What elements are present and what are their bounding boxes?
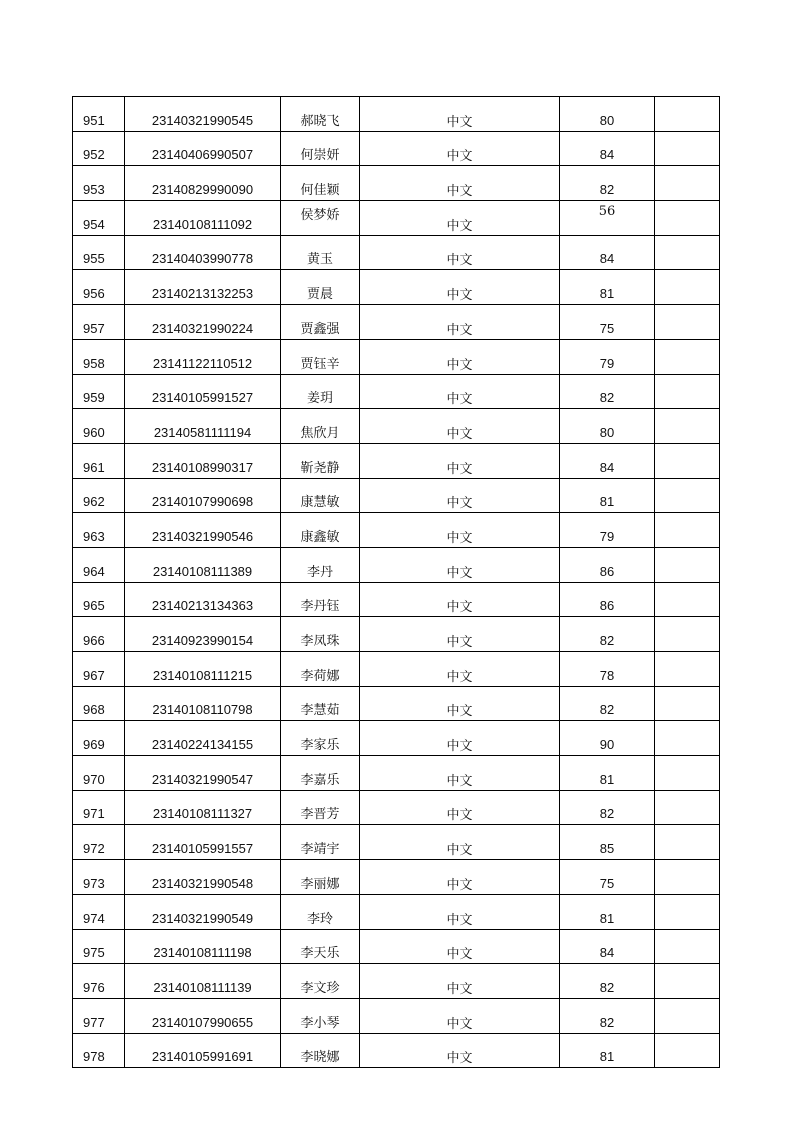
exam-id-cell: 23140107990655 [125, 998, 281, 1033]
language-cell: 中文 [360, 894, 560, 929]
exam-id-cell: 23140321990545 [125, 97, 281, 132]
table-row [73, 478, 720, 513]
student-name-cell: 李家乐 [281, 721, 360, 756]
remark-cell [655, 790, 720, 825]
language-cell: 中文 [360, 929, 560, 964]
language-cell: 中文 [360, 790, 560, 825]
student-name-cell: 李文珍 [281, 964, 360, 999]
exam-id-cell: 23140108111092 [125, 201, 281, 236]
language-cell: 中文 [360, 409, 560, 444]
score-cell: 81 [560, 894, 655, 929]
table-row [73, 964, 720, 999]
row-number-cell: 952 [73, 131, 125, 166]
score-cell: 78 [560, 652, 655, 687]
language-cell: 中文 [360, 860, 560, 895]
remark-cell [655, 582, 720, 617]
exam-id-cell: 23140321990546 [125, 513, 281, 548]
exam-id-cell: 23140213134363 [125, 582, 281, 617]
score-cell: 79 [560, 513, 655, 548]
remark-cell [655, 756, 720, 791]
row-number-cell: 965 [73, 582, 125, 617]
row-number-cell: 958 [73, 339, 125, 374]
score-cell: 82 [560, 374, 655, 409]
score-cell: 85 [560, 825, 655, 860]
exam-id-cell: 23141122110512 [125, 339, 281, 374]
score-cell: 82 [560, 790, 655, 825]
exam-id-cell: 23140108110798 [125, 686, 281, 721]
student-name-cell: 靳尧静 [281, 443, 360, 478]
exam-id-cell: 23140108111139 [125, 964, 281, 999]
student-name-cell: 李丹 [281, 547, 360, 582]
language-cell: 中文 [360, 756, 560, 791]
table-row [73, 825, 720, 860]
remark-cell [655, 270, 720, 305]
table-row [73, 756, 720, 791]
student-name-cell: 焦欣月 [281, 409, 360, 444]
exam-id-cell: 23140321990224 [125, 305, 281, 340]
score-cell: 81 [560, 270, 655, 305]
row-number-cell: 974 [73, 894, 125, 929]
exam-id-cell: 23140406990507 [125, 131, 281, 166]
remark-cell [655, 131, 720, 166]
table-body [73, 97, 720, 1068]
student-name-cell: 姜玥 [281, 374, 360, 409]
remark-cell [655, 513, 720, 548]
student-name-cell: 李荷娜 [281, 652, 360, 687]
row-number-cell: 972 [73, 825, 125, 860]
language-cell: 中文 [360, 652, 560, 687]
language-cell: 中文 [360, 582, 560, 617]
remark-cell [655, 443, 720, 478]
row-number-cell: 951 [73, 97, 125, 132]
score-cell: 80 [560, 409, 655, 444]
exam-id-cell: 23140108990317 [125, 443, 281, 478]
row-number-cell: 964 [73, 547, 125, 582]
score-cell: 79 [560, 339, 655, 374]
student-name-cell: 贾晨 [281, 270, 360, 305]
student-name-cell: 李丽娜 [281, 860, 360, 895]
table-row [73, 131, 720, 166]
table-row [73, 998, 720, 1033]
table-row [73, 617, 720, 652]
row-number-cell: 957 [73, 305, 125, 340]
row-number-cell: 959 [73, 374, 125, 409]
remark-cell [655, 860, 720, 895]
language-cell: 中文 [360, 513, 560, 548]
exam-id-cell: 23140108111389 [125, 547, 281, 582]
exam-id-cell: 23140829990090 [125, 166, 281, 201]
language-cell: 中文 [360, 825, 560, 860]
student-name-cell: 贾鑫强 [281, 305, 360, 340]
table-row [73, 513, 720, 548]
row-number-cell: 969 [73, 721, 125, 756]
table-row [73, 1033, 720, 1068]
score-cell: 84 [560, 929, 655, 964]
row-number-cell: 976 [73, 964, 125, 999]
remark-cell [655, 166, 720, 201]
language-cell: 中文 [360, 270, 560, 305]
table-row [73, 270, 720, 305]
score-cell: 81 [560, 756, 655, 791]
student-name-cell: 侯梦娇 [281, 201, 360, 236]
student-name-cell: 李凤珠 [281, 617, 360, 652]
row-number-cell: 960 [73, 409, 125, 444]
language-cell: 中文 [360, 201, 560, 236]
row-number-cell: 956 [73, 270, 125, 305]
student-name-cell: 何崇妍 [281, 131, 360, 166]
table-row [73, 235, 720, 270]
exam-id-cell: 23140224134155 [125, 721, 281, 756]
language-cell: 中文 [360, 305, 560, 340]
remark-cell [655, 964, 720, 999]
remark-cell [655, 1033, 720, 1068]
table-row [73, 374, 720, 409]
remark-cell [655, 201, 720, 236]
row-number-cell: 954 [73, 201, 125, 236]
score-cell: 82 [560, 166, 655, 201]
remark-cell [655, 825, 720, 860]
score-cell: 75 [560, 305, 655, 340]
student-name-cell: 李晋芳 [281, 790, 360, 825]
score-sheet [72, 96, 720, 1068]
row-number-cell: 978 [73, 1033, 125, 1068]
score-cell: 84 [560, 235, 655, 270]
language-cell: 中文 [360, 374, 560, 409]
language-cell: 中文 [360, 339, 560, 374]
student-name-cell: 李嘉乐 [281, 756, 360, 791]
student-name-cell: 康鑫敏 [281, 513, 360, 548]
table-row [73, 443, 720, 478]
language-cell: 中文 [360, 131, 560, 166]
score-table [72, 96, 720, 1068]
table-row [73, 339, 720, 374]
score-cell: 82 [560, 998, 655, 1033]
remark-cell [655, 998, 720, 1033]
language-cell: 中文 [360, 721, 560, 756]
exam-id-cell: 23140108111198 [125, 929, 281, 964]
exam-id-cell: 23140213132253 [125, 270, 281, 305]
student-name-cell: 李慧茹 [281, 686, 360, 721]
table-row [73, 929, 720, 964]
exam-id-cell: 23140923990154 [125, 617, 281, 652]
language-cell: 中文 [360, 1033, 560, 1068]
remark-cell [655, 339, 720, 374]
language-cell: 中文 [360, 478, 560, 513]
language-cell: 中文 [360, 617, 560, 652]
table-row [73, 97, 720, 132]
remark-cell [655, 305, 720, 340]
remark-cell [655, 547, 720, 582]
remark-cell [655, 721, 720, 756]
table-row [73, 894, 720, 929]
language-cell: 中文 [360, 443, 560, 478]
table-row [73, 790, 720, 825]
score-cell: 80 [560, 97, 655, 132]
table-row [73, 582, 720, 617]
language-cell: 中文 [360, 97, 560, 132]
row-number-cell: 977 [73, 998, 125, 1033]
exam-id-cell: 23140581111194 [125, 409, 281, 444]
score-cell: 84 [560, 443, 655, 478]
language-cell: 中文 [360, 166, 560, 201]
remark-cell [655, 409, 720, 444]
row-number-cell: 963 [73, 513, 125, 548]
exam-id-cell: 23140321990548 [125, 860, 281, 895]
exam-id-cell: 23140107990698 [125, 478, 281, 513]
language-cell: 中文 [360, 235, 560, 270]
language-cell: 中文 [360, 686, 560, 721]
score-cell: 86 [560, 582, 655, 617]
student-name-cell: 李丹钰 [281, 582, 360, 617]
student-name-cell: 李玲 [281, 894, 360, 929]
row-number-cell: 971 [73, 790, 125, 825]
remark-cell [655, 374, 720, 409]
table-row [73, 652, 720, 687]
score-cell: 84 [560, 131, 655, 166]
student-name-cell: 康慧敏 [281, 478, 360, 513]
score-cell: 82 [560, 617, 655, 652]
language-cell: 中文 [360, 998, 560, 1033]
language-cell: 中文 [360, 964, 560, 999]
exam-id-cell: 23140108111215 [125, 652, 281, 687]
student-name-cell: 李晓娜 [281, 1033, 360, 1068]
row-number-cell: 970 [73, 756, 125, 791]
remark-cell [655, 652, 720, 687]
student-name-cell: 黄玉 [281, 235, 360, 270]
score-cell: 86 [560, 547, 655, 582]
remark-cell [655, 686, 720, 721]
student-name-cell: 李靖宇 [281, 825, 360, 860]
table-row [73, 547, 720, 582]
score-cell: 81 [560, 478, 655, 513]
student-name-cell: 李小琴 [281, 998, 360, 1033]
score-cell: 75 [560, 860, 655, 895]
student-name-cell: 郝晓飞 [281, 97, 360, 132]
table-row [73, 201, 720, 236]
exam-id-cell: 23140105991557 [125, 825, 281, 860]
table-row [73, 409, 720, 444]
score-cell: 90 [560, 721, 655, 756]
exam-id-cell: 23140403990778 [125, 235, 281, 270]
exam-id-cell: 23140105991691 [125, 1033, 281, 1068]
row-number-cell: 968 [73, 686, 125, 721]
remark-cell [655, 617, 720, 652]
score-cell: 81 [560, 1033, 655, 1068]
score-cell: 82 [560, 686, 655, 721]
row-number-cell: 961 [73, 443, 125, 478]
remark-cell [655, 894, 720, 929]
row-number-cell: 967 [73, 652, 125, 687]
table-row [73, 166, 720, 201]
exam-id-cell: 23140105991527 [125, 374, 281, 409]
row-number-cell: 966 [73, 617, 125, 652]
student-name-cell: 何佳颖 [281, 166, 360, 201]
remark-cell [655, 929, 720, 964]
exam-id-cell: 23140321990547 [125, 756, 281, 791]
table-row [73, 721, 720, 756]
exam-id-cell: 23140108111327 [125, 790, 281, 825]
student-name-cell: 李天乐 [281, 929, 360, 964]
remark-cell [655, 235, 720, 270]
row-number-cell: 955 [73, 235, 125, 270]
language-cell: 中文 [360, 547, 560, 582]
table-row [73, 305, 720, 340]
row-number-cell: 973 [73, 860, 125, 895]
score-cell: 82 [560, 964, 655, 999]
student-name-cell: 贾钰辛 [281, 339, 360, 374]
table-row [73, 860, 720, 895]
remark-cell [655, 478, 720, 513]
row-number-cell: 962 [73, 478, 125, 513]
row-number-cell: 975 [73, 929, 125, 964]
exam-id-cell: 23140321990549 [125, 894, 281, 929]
remark-cell [655, 97, 720, 132]
table-row [73, 686, 720, 721]
row-number-cell: 953 [73, 166, 125, 201]
score-cell: 56 [560, 201, 655, 236]
